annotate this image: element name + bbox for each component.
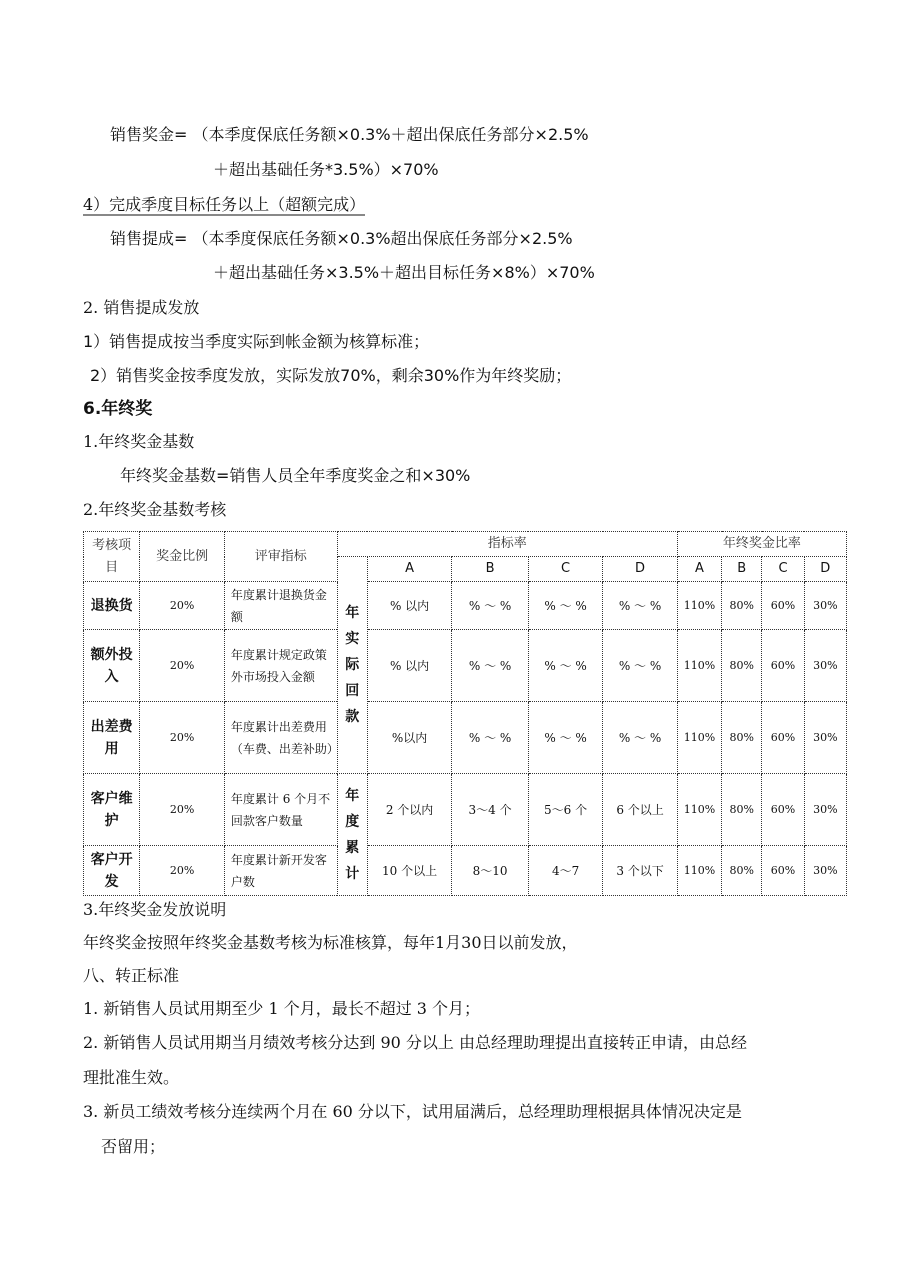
row-bonus-c: 60%: [762, 582, 804, 630]
regularization-item-2-line-1: 2. 新销售人员试用期当月绩效考核分达到 90 分以上 由总经理助理提出直接转正申请，由总经: [83, 1033, 747, 1052]
row-grade-d: % ～ %: [603, 582, 678, 630]
row-item: 出差费用: [84, 702, 140, 774]
row-grade-c: 5～6 个: [528, 774, 602, 846]
row-bonus-d: 30%: [804, 774, 846, 846]
row-grade-a: %以内: [367, 702, 452, 774]
row-ratio: 20%: [140, 846, 225, 896]
year-end-issue-text: 年终奖金按照年终奖金基数考核为标准核算，每年1月30日以前发放，: [83, 933, 578, 952]
row-grade-a: 2 个以内: [367, 774, 452, 846]
row-index: 年度累计出差费用（车费、出差补助）: [224, 702, 337, 774]
row-bonus-b: 80%: [722, 846, 762, 896]
row-ratio: 20%: [140, 774, 225, 846]
header-item: 考核项目: [84, 532, 140, 582]
grade-b: B: [452, 557, 528, 582]
row-grade-d: 6 个以上: [603, 774, 678, 846]
row-bonus-d: 30%: [804, 630, 846, 702]
row-grade-d: 3 个以下: [603, 846, 678, 896]
row-grade-c: % ～ %: [528, 702, 602, 774]
row-grade-b: % ～ %: [452, 582, 528, 630]
row-bonus-a: 110%: [677, 846, 721, 896]
header-ratio: 奖金比例: [140, 532, 225, 582]
row-grade-a: % 以内: [367, 630, 452, 702]
regularization-item-3-line-1: 3. 新员工绩效考核分连续两个月在 60 分以下，试用届满后，总经理助理根据具体情况决定是: [83, 1102, 742, 1121]
row-bonus-c: 60%: [762, 702, 804, 774]
row-bonus-a: 110%: [677, 582, 721, 630]
item-4-heading: [83, 194, 365, 216]
regularization-item-3-line-2: 否留用；: [101, 1137, 166, 1156]
row-bonus-c: 60%: [762, 774, 804, 846]
bonus-grade-a: A: [677, 557, 721, 582]
grade-d: D: [603, 557, 678, 582]
row-ratio: 20%: [140, 582, 225, 630]
formula-2-line-2: ＋超出基础任务×3.5%＋超出目标任务×8%）×70%: [213, 263, 595, 282]
formula-1-line-2: ＋超出基础任务*3.5%）×70%: [213, 160, 439, 179]
row-bonus-a: 110%: [677, 774, 721, 846]
table-row: [84, 774, 847, 846]
commission-issue-item-1: 1）销售提成按当季度实际到帐金额为核算标准；: [83, 332, 430, 351]
row-bonus-a: 110%: [677, 630, 721, 702]
row-grade-a: % 以内: [367, 582, 452, 630]
regularization-item-2-line-2: 理批准生效。: [83, 1068, 180, 1087]
header-bonus: 年终奖金比率: [677, 532, 846, 557]
table-row: [84, 630, 847, 702]
bonus-grade-d: D: [804, 557, 846, 582]
grade-c: C: [528, 557, 602, 582]
row-grade-b: 8～10: [452, 846, 528, 896]
regularization-heading: 八、转正标准: [83, 966, 180, 985]
row-item: 客户开发: [84, 846, 140, 896]
row-grade-b: 3～4 个: [452, 774, 528, 846]
bonus-grade-c: C: [762, 557, 804, 582]
row-index: 年度累计规定政策外市场投入金额: [224, 630, 337, 702]
row-bonus-a: 110%: [677, 702, 721, 774]
grade-a: A: [367, 557, 452, 582]
row-bonus-c: 60%: [762, 846, 804, 896]
row-index: 年度累计退换货金额: [224, 582, 337, 630]
row-item: 额外投入: [84, 630, 140, 702]
row-grade-d: % ～ %: [603, 630, 678, 702]
row-bonus-c: 60%: [762, 630, 804, 702]
regularization-item-1: 1. 新销售人员试用期至少 1 个月，最长不超过 3 个月；: [83, 999, 481, 1018]
year-end-heading: 6.年终奖: [83, 399, 153, 419]
item-4-heading-text: 4）完成季度目标任务以上（超额完成）: [83, 195, 366, 214]
row-ratio: 20%: [140, 702, 225, 774]
row-grade-c: % ～ %: [528, 630, 602, 702]
formula-2-line-1: 销售提成= （本季度保底任务额×0.3%超出保底任务部分×2.5%: [110, 229, 573, 248]
row-bonus-d: 30%: [804, 582, 846, 630]
header-index: 评审指标: [224, 532, 337, 582]
table-row: [84, 702, 847, 774]
year-end-issue-heading: 3.年终奖金发放说明: [83, 900, 227, 919]
group-actual-payment: 年实际回款: [337, 557, 367, 774]
row-bonus-d: 30%: [804, 846, 846, 896]
year-end-base-heading: 1.年终奖金基数: [83, 432, 195, 451]
row-bonus-b: 80%: [722, 630, 762, 702]
formula-1-line-1: 销售奖金= （本季度保底任务额×0.3%＋超出保底任务部分×2.5%: [110, 125, 589, 144]
commission-issue-item-2: 2）销售奖金按季度发放，实际发放70%，剩余30%作为年终奖励；: [90, 366, 572, 385]
header-rate: 指标率: [337, 532, 677, 557]
year-end-assessment-table: [83, 531, 847, 896]
row-bonus-b: 80%: [722, 582, 762, 630]
row-item: 客户维护: [84, 774, 140, 846]
row-grade-b: % ～ %: [452, 630, 528, 702]
row-grade-c: 4～7: [528, 846, 602, 896]
bonus-grade-b: B: [722, 557, 762, 582]
row-bonus-b: 80%: [722, 774, 762, 846]
row-grade-b: % ～ %: [452, 702, 528, 774]
row-grade-d: % ～ %: [603, 702, 678, 774]
row-bonus-b: 80%: [722, 702, 762, 774]
row-index: 年度累计新开发客户数: [224, 846, 337, 896]
row-bonus-d: 30%: [804, 702, 846, 774]
year-end-assess-heading: 2.年终奖金基数考核: [83, 500, 227, 519]
commission-issue-heading: 2. 销售提成发放: [83, 298, 200, 317]
row-index: 年度累计 6 个月不回款客户数量: [224, 774, 337, 846]
row-grade-a: 10 个以上: [367, 846, 452, 896]
row-ratio: 20%: [140, 630, 225, 702]
group-annual-cumulative: 年度累计: [337, 774, 367, 896]
table-row: [84, 582, 847, 630]
year-end-base-formula: 年终奖金基数=销售人员全年季度奖金之和×30%: [120, 466, 471, 485]
table-row: [84, 846, 847, 896]
row-grade-c: % ～ %: [528, 582, 602, 630]
row-item: 退换货: [84, 582, 140, 630]
